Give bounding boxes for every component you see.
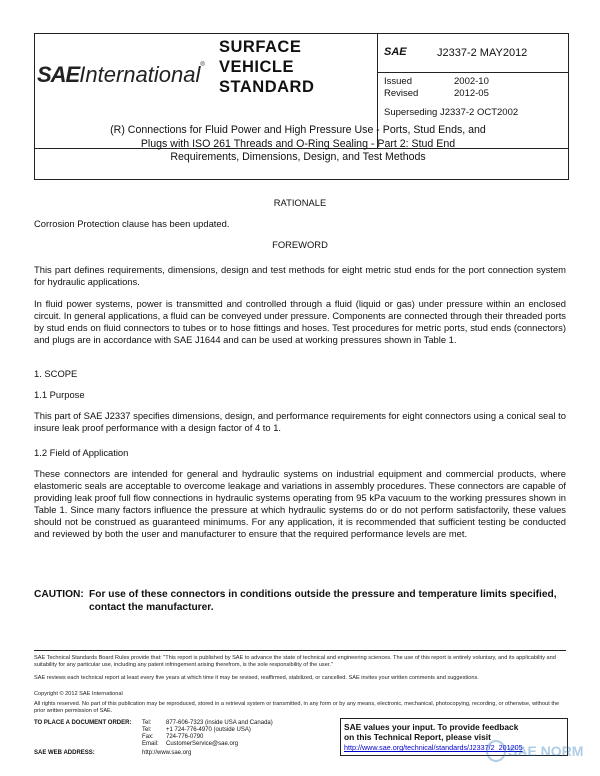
purpose-text: This part of SAE J2337 specifies dimensions, design, and performance requirements for eight connectors using a conical seal to insure leak proof performance with a design factor of 4 to 1. — [34, 410, 566, 433]
footer-board-rules: SAE Technical Standards Board Rules provide that: "This report is published by SAE to advance the state of technical and engineering sciences. The use of this report is entirely voluntary, and its applicability and suitability for any particular use, including any patent infringement arising therefrom, is the sole responsibility of the user." — [34, 655, 556, 668]
footer-review-note: SAE reviews each technical report at least every five years at which time it may be revised, reaffirmed, stabilized, or cancelled. SAE invites your written comments and suggestions. — [34, 675, 479, 681]
header-divider-docno — [377, 72, 568, 73]
sae-norm-watermark — [486, 736, 584, 766]
scope-heading: 1. SCOPE — [34, 368, 78, 379]
footer-rights: All rights reserved. No part of this publication may be reproduced, stored in a retrieval system or transmitted, in any form or by any means, electronic, mechanical, photocopying, recording, or otherwise, without the prior written permission of SAE. — [34, 701, 560, 714]
feedback-box: SAE values your input. To provide feedback on this Technical Report, please visit http://www.sae.org/technical/standards/J2337/2_201205 — [340, 718, 568, 756]
foreword-paragraph-2: In fluid power systems, power is transmitted and controlled through a fluid (liquid or gas) under pressure within an enclosed circuit. In general applications, a fluid can be conveyed under pressure. Components are connected through their threaded ports by stud ends on fluid connectors to tubes or to hose fittings and hoses. Test procedures for metric ports, stud ends (connectors) and plugs are in accordance with SAE J1644 and can be used at working pressures shown in Table 1. — [34, 298, 566, 345]
feedback-link[interactable]: http://www.sae.org/technical/standards/J2337/2_201205 — [344, 743, 523, 752]
sae-international-logo: SAEInternational® — [37, 62, 205, 87]
field-text: These connectors are intended for general and hydraulic systems on industrial equipment and commercial products, where elastomeric seals are acceptable to overcome leakage and variations in assembly procedures. These connectors are capable of providing leak proof full flow connections in hydraulic systems operating from 95 kPa vacuum to the working pressures shown in Table 1. Since many factors influence the pressure at which hydraulic systems do or do not perform satisfactorily, these values should not be construed as guaranteed minimums. For any application, it is recommended that sufficient testing be conducted and reviewed by both the user and manufacturer to ensure that the required performance levels are met. — [34, 468, 566, 539]
document-number: J2337-2 MAY2012 — [437, 47, 528, 59]
svg-text:SAE NORM: SAE NORM — [508, 743, 584, 759]
rationale-text: Corrosion Protection clause has been updated. — [34, 218, 230, 229]
standard-type: SURFACE VEHICLE STANDARD — [219, 38, 315, 96]
foreword-heading: FOREWORD — [272, 239, 328, 250]
caution-text: For use of these connectors in conditions outside the pressure and temperature limits specified, contact the manufacturer. — [89, 589, 557, 613]
sae-web-link[interactable]: http://www.sae.org — [142, 750, 192, 756]
document-title: (R) Connections for Fluid Power and High Pressure Use - Ports, Stud Ends, and Plugs with ISO 261 Threads and O-Ring Sealing - Part 2: Stud End Requirements, Dimensions, Design, and Test Methods — [110, 124, 486, 163]
email-link[interactable]: CustomerService@sae.org — [166, 741, 239, 747]
footer-copyright: Copyright © 2012 SAE International — [34, 691, 123, 697]
issue-labels: Issued Revised — [384, 76, 419, 99]
field-heading: 1.2 Field of Application — [34, 447, 129, 458]
sae-mini-logo: SAE — [384, 46, 407, 58]
rationale-heading: RATIONALE — [273, 197, 327, 208]
superseding-note: Superseding J2337-2 OCT2002 — [384, 107, 519, 118]
foreword-paragraph-1: This part defines requirements, dimensions, design and test methods for eight metric stud ends for the port connection system for hydraulic applications. — [34, 264, 566, 287]
issue-values: 2002-10 2012-05 — [454, 76, 489, 99]
caution-label: CAUTION: — [34, 589, 84, 600]
footer-rule — [34, 650, 566, 651]
purpose-heading: 1.1 Purpose — [34, 389, 85, 400]
